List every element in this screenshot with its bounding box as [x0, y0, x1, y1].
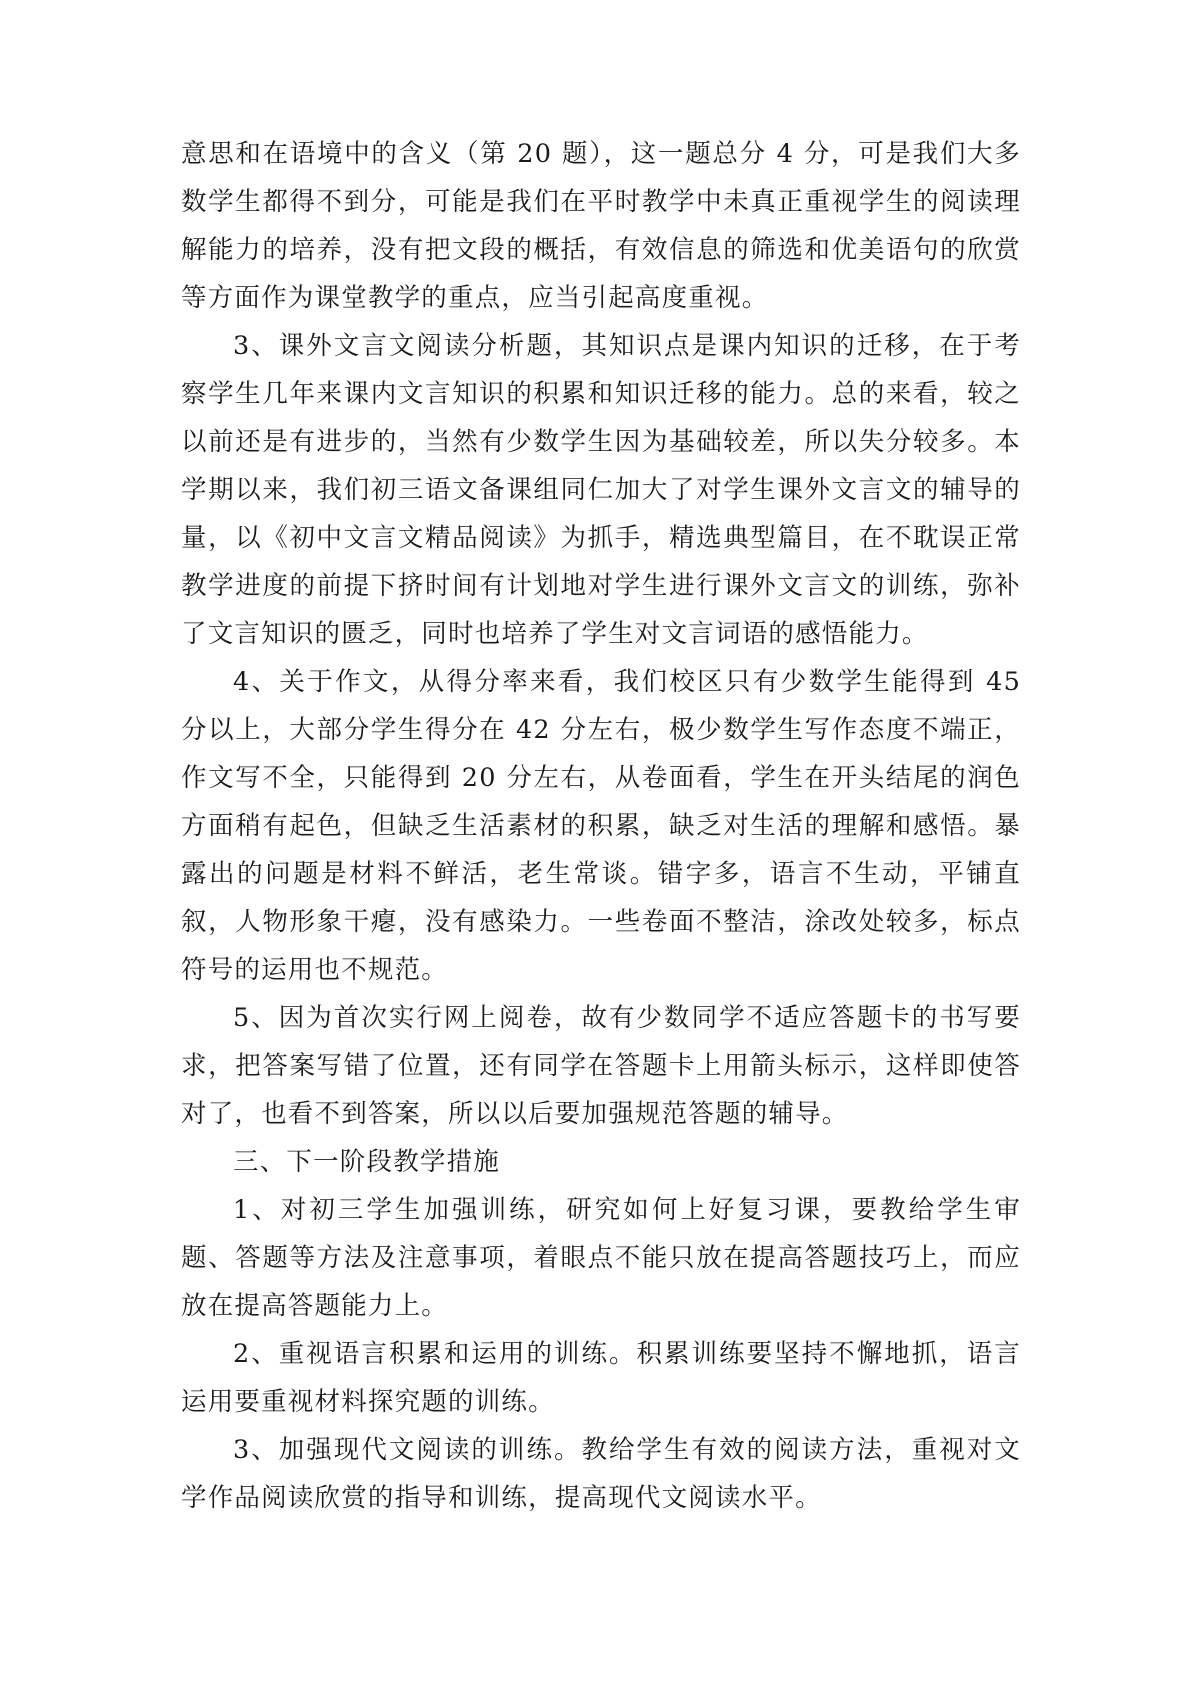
paragraph-classical-chinese-reading: 3、课外文言文阅读分析题，其知识点是课内知识的迁移，在于考察学生几年来课内文言知识的积累和知识迁移的能力。总的来看，较之以前还是有进步的，当然有少数学生因为基础较差，所以失分较多。本学期以来，我们初三语文备课组同仁加大了对学生课外文言文的辅导的量，以《初中文言文精品阅读》为抓手，精选典型篇目，在不耽误正常教学进度的前提下挤时间有计划地对学生进行课外文言文的训练，弥补了文言知识的匮乏，同时也培养了学生对文言词语的感悟能力。 [181, 331, 1021, 649]
paragraph-measure-1: 1、对初三学生加强训练，研究如何上好复习课，要教给学生审题、答题等方法及注意事项，着眼点不能只放在提高答题技巧上，而应放在提高答题能力上。 [181, 1195, 1021, 1321]
section-heading-next-steps: 三、下一阶段教学措施 [233, 1147, 501, 1177]
paragraph-measure-2: 2、重视语言积累和运用的训练。积累训练要坚持不懈地抓，语言运用要重视材料探究题的训练。 [181, 1339, 1021, 1417]
document-body [181, 130, 1021, 1522]
paragraph-measure-3: 3、加强现代文阅读的训练。教给学生有效的阅读方法，重视对文学作品阅读欣赏的指导和训练，提高现代文阅读水平。 [181, 1435, 1021, 1513]
paragraph-online-marking: 5、因为首次实行网上阅卷，故有少数同学不适应答题卡的书写要求，把答案写错了位置，还有同学在答题卡上用箭头标示，这样即使答对了，也看不到答案，所以以后要加强规范答题的辅导。 [181, 1003, 1021, 1129]
paragraph-composition: 4、关于作文，从得分率来看，我们校区只有少数学生能得到 45 分以上，大部分学生得分在 42 分左右，极少数学生写作态度不端正，作文写不全，只能得到 20 分左右，从卷面看，学生在开头结尾的润色方面稍有起色，但缺乏生活素材的积累，缺乏对生活的理解和感悟。暴露出的问题是材料不鲜活，老生常谈。错字多，语言不生动，平铺直叙，人物形象干瘪，没有感染力。一些卷面不整洁，涂改处较多，标点符号的运用也不规范。 [181, 667, 1021, 985]
paragraph-exam-question-20: 意思和在语境中的含义（第 20 题），这一题总分 4 分，可是我们大多数学生都得不到分，可能是我们在平时教学中未真正重视学生的阅读理解能力的培养，没有把文段的概括，有效信息的筛选和优美语句的欣赏等方面作为课堂教学的重点，应当引起高度重视。 [181, 139, 1021, 313]
